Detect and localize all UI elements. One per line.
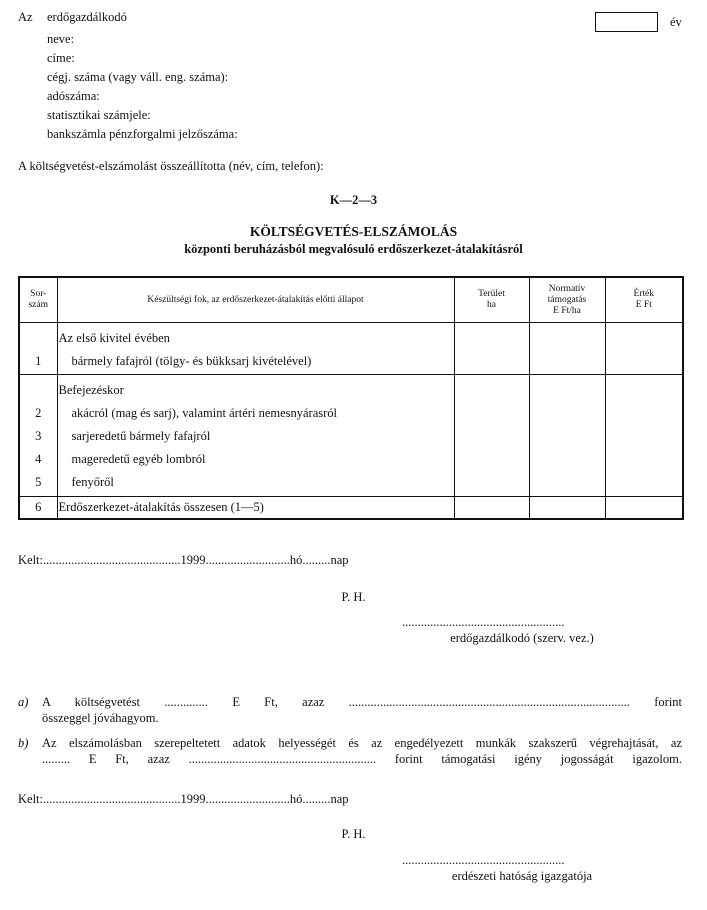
row-number: 1 [35, 354, 42, 368]
date-day-field[interactable]: ......... [302, 792, 331, 806]
compiled-by-label: A költségvetést-elszámolást összeállította (név, cím, telefon): [18, 159, 324, 173]
cell-area-2[interactable] [454, 375, 529, 497]
row-text: fenyőről [71, 475, 114, 489]
cell-area-1[interactable] [454, 323, 529, 375]
date-line-2: Kelt:............................................1999...........................hó.........nap [18, 792, 349, 806]
table-header-row [19, 277, 683, 323]
cell-area-total[interactable] [454, 497, 529, 519]
table-row-group2 [19, 375, 683, 497]
table-row-total [19, 497, 683, 519]
az-label: Az [18, 10, 33, 24]
signer-label-2: erdészeti hatóság igazgatója [451, 869, 593, 883]
field-stat-code: statisztikai számjele: [47, 108, 151, 122]
signer-label-1: erdőgazdálkodó (szerv. vez.) [450, 631, 594, 645]
approve-words-field[interactable]: .......................................................................................... [348, 695, 630, 709]
header-area: Terület ha [454, 277, 529, 323]
field-company-reg: cégj. száma (vagy váll. eng. száma): [47, 70, 229, 84]
row-number: 2 [35, 406, 42, 420]
field-name: neve: [47, 32, 75, 46]
statement-a: a) A költségvetést .............. E Ft, azaz .......................................................................................... forint összeggel jóváhagyom. [18, 695, 683, 725]
header-value: Érték E Ft [605, 277, 683, 323]
row-text: sarjeredetű bármely fafajról [71, 429, 211, 443]
doc-code: K—2—3 [329, 193, 378, 207]
date-month-field[interactable]: .......................... [208, 792, 290, 806]
org-label: erdőgazdálkodó [47, 10, 127, 24]
header-serial: Sor- szám [19, 277, 57, 323]
year-input-box[interactable] [595, 12, 658, 32]
row-number: 4 [35, 452, 42, 466]
statement-b: b) Az elszámolásban szerepeltetett adatok helyességét és az engedélyezett munkák szakszerű végrehajtását, az ......... E Ft, azaz ............................................................ forint támogatási igény jogosságát igazolom. [18, 736, 682, 766]
group-title: Befejezéskor [58, 383, 124, 397]
cell-value-2[interactable] [605, 375, 683, 497]
row-text: Erdőszerkezet-átalakítás összesen (1—5) [57, 497, 454, 519]
row-text: bármely fafajról (tölgy- és bükksarj kivételével) [71, 354, 312, 368]
cell-value-total[interactable] [605, 497, 683, 519]
cell-norm-2[interactable] [529, 375, 605, 497]
date-day-field[interactable]: ......... [302, 553, 331, 567]
header-description: Készültségi fok, az erdőszerkezet-átalakítás előtti állapot [57, 277, 454, 323]
date-line-1: Kelt:............................................1999...........................hó.........nap [18, 553, 349, 567]
stamp-placeholder-2: P. H. [341, 827, 366, 841]
date-place-field[interactable]: ............................................ [43, 553, 181, 567]
field-tax-number: adószáma: [47, 89, 100, 103]
doc-subtitle: központi beruházásból megvalósuló erdőszerkezet-átalakításról [184, 242, 523, 256]
date-place-field[interactable]: ............................................ [43, 792, 181, 806]
table-row-group1 [19, 323, 683, 375]
row-number: 5 [35, 475, 42, 489]
field-address: címe: [47, 51, 75, 65]
field-bank-account: bankszámla pénzforgalmi jelzőszáma: [47, 127, 238, 141]
cost-table [18, 276, 684, 520]
row-number: 6 [19, 497, 57, 519]
certify-words-field[interactable]: ............................................................ [188, 752, 377, 766]
signature-line-1[interactable]: .................................................... [402, 615, 565, 629]
row-number: 3 [35, 429, 42, 443]
group-title: Az első kivitel évében [58, 331, 170, 345]
signature-line-2[interactable]: .................................................... [402, 853, 565, 867]
year-label: év [670, 15, 682, 29]
stamp-placeholder-1: P. H. [341, 590, 366, 604]
date-month-field[interactable]: .......................... [208, 553, 290, 567]
row-text: mageredetű egyéb lombról [71, 452, 206, 466]
header-normative: Normatív támogatás E Ft/ha [529, 277, 605, 323]
row-text: akácról (mag és sarj), valamint ártéri nemesnyárasról [71, 406, 338, 420]
approve-amount-field[interactable]: .............. [164, 695, 208, 709]
doc-title: KÖLTSÉGVETÉS-ELSZÁMOLÁS [249, 224, 458, 239]
cell-value-1[interactable] [605, 323, 683, 375]
cell-norm-1[interactable] [529, 323, 605, 375]
certify-amount-field[interactable]: ......... [42, 752, 71, 766]
cell-norm-total[interactable] [529, 497, 605, 519]
